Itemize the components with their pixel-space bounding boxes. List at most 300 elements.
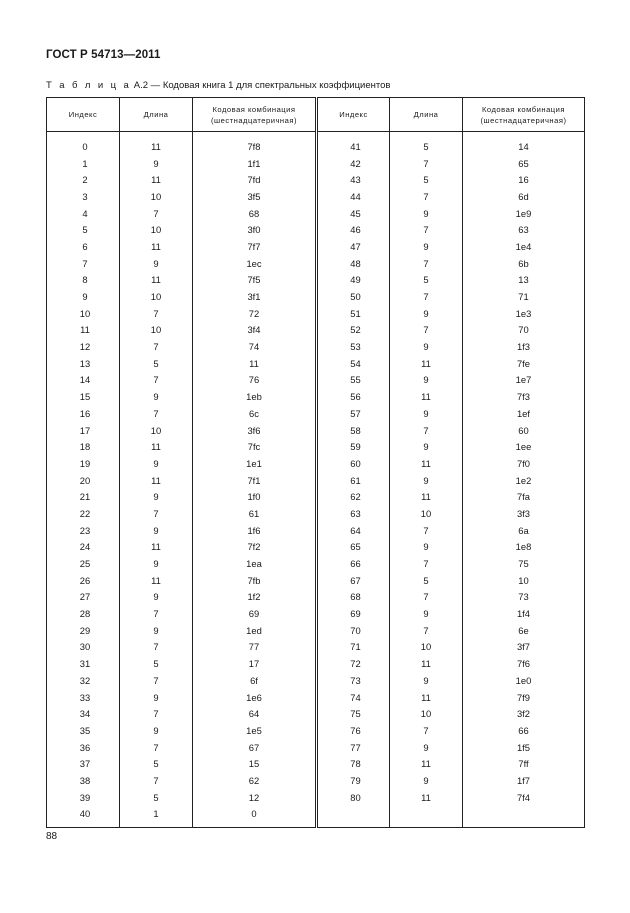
index-cell: 80 [317,789,390,806]
index-cell: 37 [47,755,120,772]
codebook-table [46,97,585,828]
codeword-cell: 7f2 [193,539,317,556]
table-row [47,789,585,806]
index-cell: 76 [317,722,390,739]
index-cell [317,806,390,828]
codeword-cell: 7fe [463,355,585,372]
table-caption [46,80,390,91]
length-cell: 7 [390,555,463,572]
index-cell: 1 [47,155,120,172]
index-cell: 48 [317,255,390,272]
codeword-cell: 1ee [463,438,585,455]
table-row [47,238,585,255]
index-cell: 18 [47,438,120,455]
length-cell: 9 [390,305,463,322]
codeword-cell: 1e8 [463,539,585,556]
length-cell: 5 [120,355,193,372]
table-row [47,722,585,739]
codeword-cell: 11 [193,355,317,372]
codeword-cell: 66 [463,722,585,739]
table-row [47,205,585,222]
codeword-cell: 13 [463,272,585,289]
index-cell: 20 [47,472,120,489]
column-header-codeword: Кодовая комбинация (шестнадцатеричная) [193,98,317,132]
length-cell: 11 [390,388,463,405]
table-row [47,672,585,689]
length-cell: 9 [390,438,463,455]
table-row [47,438,585,455]
length-cell: 9 [120,689,193,706]
index-cell: 10 [47,305,120,322]
codeword-cell: 3f1 [193,288,317,305]
codeword-cell: 6b [463,255,585,272]
index-cell: 77 [317,739,390,756]
table-row [47,572,585,589]
index-cell: 56 [317,388,390,405]
length-cell: 7 [390,622,463,639]
length-cell: 10 [390,639,463,656]
codeword-cell: 17 [193,655,317,672]
index-cell: 44 [317,188,390,205]
index-cell: 23 [47,522,120,539]
index-cell: 45 [317,205,390,222]
table-row [47,505,585,522]
table-row [47,589,585,606]
table-row [47,689,585,706]
index-cell: 42 [317,155,390,172]
length-cell: 7 [120,405,193,422]
index-cell: 6 [47,238,120,255]
codeword-cell: 7fc [193,438,317,455]
length-cell: 11 [390,455,463,472]
length-cell: 9 [390,739,463,756]
table-row [47,288,585,305]
length-cell: 9 [120,388,193,405]
length-cell: 10 [120,422,193,439]
codeword-cell: 12 [193,789,317,806]
table-row [47,355,585,372]
index-cell: 8 [47,272,120,289]
length-cell: 7 [390,188,463,205]
length-cell: 7 [120,305,193,322]
table-row [47,472,585,489]
index-cell: 68 [317,589,390,606]
codeword-cell: 71 [463,288,585,305]
codeword-cell: 6c [193,405,317,422]
length-cell: 9 [390,605,463,622]
codeword-cell: 70 [463,322,585,339]
codeword-cell: 7fb [193,572,317,589]
codeword-cell: 1e6 [193,689,317,706]
length-cell: 9 [390,238,463,255]
codeword-cell: 1ec [193,255,317,272]
length-cell [390,806,463,828]
table-row [47,806,585,828]
length-cell: 7 [390,722,463,739]
table-row [47,272,585,289]
index-cell: 39 [47,789,120,806]
codeword-cell: 1f2 [193,589,317,606]
length-cell: 11 [120,238,193,255]
index-cell: 59 [317,438,390,455]
codeword-cell: 75 [463,555,585,572]
length-cell: 1 [120,806,193,828]
codeword-cell: 60 [463,422,585,439]
codeword-cell: 7f0 [463,455,585,472]
codeword-cell: 68 [193,205,317,222]
codeword-cell: 7f4 [463,789,585,806]
index-cell: 31 [47,655,120,672]
table-row [47,422,585,439]
length-cell: 7 [120,205,193,222]
table-row [47,305,585,322]
length-cell: 9 [120,255,193,272]
length-cell: 5 [390,272,463,289]
length-cell: 11 [120,438,193,455]
codeword-cell: 74 [193,338,317,355]
codeword-cell: 7f5 [193,272,317,289]
length-cell: 9 [120,722,193,739]
length-cell: 9 [390,205,463,222]
codeword-cell: 6a [463,522,585,539]
index-cell: 27 [47,589,120,606]
index-cell: 16 [47,405,120,422]
index-cell: 29 [47,622,120,639]
index-cell: 25 [47,555,120,572]
codeword-cell: 7fd [193,171,317,188]
index-cell: 11 [47,322,120,339]
length-cell: 7 [120,605,193,622]
table-row [47,639,585,656]
index-cell: 66 [317,555,390,572]
index-cell: 15 [47,388,120,405]
codeword-cell: 7ff [463,755,585,772]
index-cell: 64 [317,522,390,539]
codebook-table-body [47,132,585,828]
index-cell: 79 [317,772,390,789]
table-row [47,622,585,639]
table-row [47,488,585,505]
index-cell: 0 [47,132,120,155]
codeword-cell: 1f7 [463,772,585,789]
index-cell: 70 [317,622,390,639]
index-cell: 61 [317,472,390,489]
index-cell: 17 [47,422,120,439]
codeword-cell: 1ea [193,555,317,572]
table-row [47,188,585,205]
length-cell: 7 [390,155,463,172]
index-cell: 30 [47,639,120,656]
index-cell: 74 [317,689,390,706]
codeword-cell: 1ef [463,405,585,422]
length-cell: 7 [120,739,193,756]
codeword-cell: 1f6 [193,522,317,539]
length-cell: 7 [390,422,463,439]
codeword-cell: 1e0 [463,672,585,689]
codeword-cell: 77 [193,639,317,656]
codeword-cell: 76 [193,372,317,389]
codeword-cell: 63 [463,221,585,238]
codeword-cell: 3f7 [463,639,585,656]
codeword-cell: 1e2 [463,472,585,489]
length-cell: 10 [390,505,463,522]
index-cell: 19 [47,455,120,472]
codeword-cell: 1e3 [463,305,585,322]
table-caption-title: А.2 — Кодовая книга 1 для спектральных коэффициентов [131,80,391,91]
index-cell: 12 [47,338,120,355]
table-caption-prefix: Т а б л и ц а [46,80,132,91]
index-cell: 22 [47,505,120,522]
index-cell: 21 [47,488,120,505]
length-cell: 9 [120,622,193,639]
table-row [47,755,585,772]
column-header-length-2: Длина [390,98,463,132]
table-row [47,388,585,405]
codeword-cell: 6e [463,622,585,639]
table-row [47,171,585,188]
length-cell: 9 [120,455,193,472]
length-cell: 9 [120,155,193,172]
index-cell: 60 [317,455,390,472]
index-cell: 38 [47,772,120,789]
length-cell: 10 [120,322,193,339]
index-cell: 7 [47,255,120,272]
length-cell: 11 [120,539,193,556]
index-cell: 49 [317,272,390,289]
codeword-cell: 7f9 [463,689,585,706]
length-cell: 5 [120,789,193,806]
codeword-cell: 1f5 [463,739,585,756]
codeword-cell: 3f0 [193,221,317,238]
index-cell: 4 [47,205,120,222]
codeword-cell: 7f8 [193,132,317,155]
length-cell: 9 [390,672,463,689]
length-cell: 7 [120,672,193,689]
codeword-cell: 16 [463,171,585,188]
codeword-cell: 1e4 [463,238,585,255]
codeword-cell: 62 [193,772,317,789]
length-cell: 7 [390,255,463,272]
codeword-cell: 1f0 [193,488,317,505]
codeword-cell: 1e7 [463,372,585,389]
length-cell: 5 [390,171,463,188]
index-cell: 46 [317,221,390,238]
length-cell: 10 [120,288,193,305]
codeword-cell: 1eb [193,388,317,405]
length-cell: 11 [120,472,193,489]
length-cell: 11 [390,689,463,706]
length-cell: 11 [390,655,463,672]
index-cell: 78 [317,755,390,772]
index-cell: 40 [47,806,120,828]
length-cell: 10 [120,188,193,205]
page-number: 88 [46,831,58,842]
index-cell: 54 [317,355,390,372]
length-cell: 5 [390,572,463,589]
codeword-cell: 7fa [463,488,585,505]
table-row [47,605,585,622]
index-cell: 53 [317,338,390,355]
index-cell: 36 [47,739,120,756]
codeword-cell: 1f4 [463,605,585,622]
length-cell: 11 [120,171,193,188]
codeword-cell: 72 [193,305,317,322]
document-header: ГОСТ Р 54713—2011 [46,49,161,61]
length-cell: 11 [390,488,463,505]
length-cell: 7 [390,589,463,606]
length-cell: 5 [120,755,193,772]
table-row [47,405,585,422]
length-cell: 11 [120,132,193,155]
length-cell: 11 [120,572,193,589]
length-cell: 5 [120,655,193,672]
codeword-cell: 7f1 [193,472,317,489]
table-row [47,772,585,789]
length-cell: 9 [120,488,193,505]
length-cell: 9 [120,555,193,572]
column-header-index-2: Индекс [317,98,390,132]
length-cell: 7 [120,505,193,522]
table-header-row [47,98,585,132]
codeword-cell: 14 [463,132,585,155]
codeword-cell: 6d [463,188,585,205]
codeword-cell: 3f5 [193,188,317,205]
index-cell: 71 [317,639,390,656]
index-cell: 26 [47,572,120,589]
codeword-cell: 65 [463,155,585,172]
index-cell: 52 [317,322,390,339]
length-cell: 5 [390,132,463,155]
length-cell: 9 [390,338,463,355]
length-cell: 7 [390,221,463,238]
index-cell: 72 [317,655,390,672]
index-cell: 50 [317,288,390,305]
index-cell: 41 [317,132,390,155]
index-cell: 47 [317,238,390,255]
codeword-cell: 1e9 [463,205,585,222]
codeword-cell: 69 [193,605,317,622]
index-cell: 34 [47,705,120,722]
codeword-cell: 15 [193,755,317,772]
table-row [47,455,585,472]
table-row [47,655,585,672]
length-cell: 7 [120,372,193,389]
index-cell: 5 [47,221,120,238]
length-cell: 7 [120,338,193,355]
index-cell: 43 [317,171,390,188]
length-cell: 7 [390,322,463,339]
table-row [47,338,585,355]
index-cell: 58 [317,422,390,439]
codeword-cell: 1e5 [193,722,317,739]
table-row [47,372,585,389]
table-row [47,555,585,572]
length-cell: 9 [390,472,463,489]
length-cell: 9 [390,772,463,789]
codeword-cell: 64 [193,705,317,722]
index-cell: 75 [317,705,390,722]
index-cell: 2 [47,171,120,188]
codeword-cell: 61 [193,505,317,522]
index-cell: 28 [47,605,120,622]
codeword-cell [463,806,585,828]
codeword-cell: 1f1 [193,155,317,172]
index-cell: 57 [317,405,390,422]
index-cell: 35 [47,722,120,739]
length-cell: 9 [120,522,193,539]
table-row [47,221,585,238]
codeword-cell: 3f6 [193,422,317,439]
index-cell: 13 [47,355,120,372]
codeword-cell: 10 [463,572,585,589]
index-cell: 67 [317,572,390,589]
length-cell: 11 [120,272,193,289]
table-row [47,322,585,339]
codeword-cell: 3f2 [463,705,585,722]
codeword-cell: 3f3 [463,505,585,522]
column-header-codeword-2: Кодовая комбинация (шестнадцатеричная) [463,98,585,132]
index-cell: 14 [47,372,120,389]
index-cell: 24 [47,539,120,556]
codeword-cell: 7f7 [193,238,317,255]
table-row [47,705,585,722]
length-cell: 9 [390,372,463,389]
codeword-cell: 3f4 [193,322,317,339]
codeword-cell: 1f3 [463,338,585,355]
table-row [47,255,585,272]
codeword-cell: 1ed [193,622,317,639]
table-row [47,155,585,172]
length-cell: 9 [390,539,463,556]
index-cell: 62 [317,488,390,505]
codeword-cell: 7f6 [463,655,585,672]
index-cell: 73 [317,672,390,689]
length-cell: 10 [390,705,463,722]
index-cell: 51 [317,305,390,322]
codeword-cell: 73 [463,589,585,606]
table-row [47,539,585,556]
index-cell: 9 [47,288,120,305]
index-cell: 63 [317,505,390,522]
column-header-index: Индекс [47,98,120,132]
length-cell: 7 [390,522,463,539]
index-cell: 32 [47,672,120,689]
index-cell: 65 [317,539,390,556]
table-row [47,522,585,539]
length-cell: 7 [120,772,193,789]
length-cell: 9 [390,405,463,422]
index-cell: 55 [317,372,390,389]
index-cell: 33 [47,689,120,706]
codeword-cell: 6f [193,672,317,689]
length-cell: 7 [120,705,193,722]
length-cell: 11 [390,355,463,372]
codeword-cell: 0 [193,806,317,828]
codeword-cell: 1e1 [193,455,317,472]
index-cell: 3 [47,188,120,205]
length-cell: 7 [390,288,463,305]
table-row [47,132,585,155]
length-cell: 11 [390,755,463,772]
table-row [47,739,585,756]
length-cell: 9 [120,589,193,606]
codeword-cell: 7f3 [463,388,585,405]
index-cell: 69 [317,605,390,622]
length-cell: 7 [120,639,193,656]
length-cell: 10 [120,221,193,238]
codeword-cell: 67 [193,739,317,756]
column-header-length: Длина [120,98,193,132]
